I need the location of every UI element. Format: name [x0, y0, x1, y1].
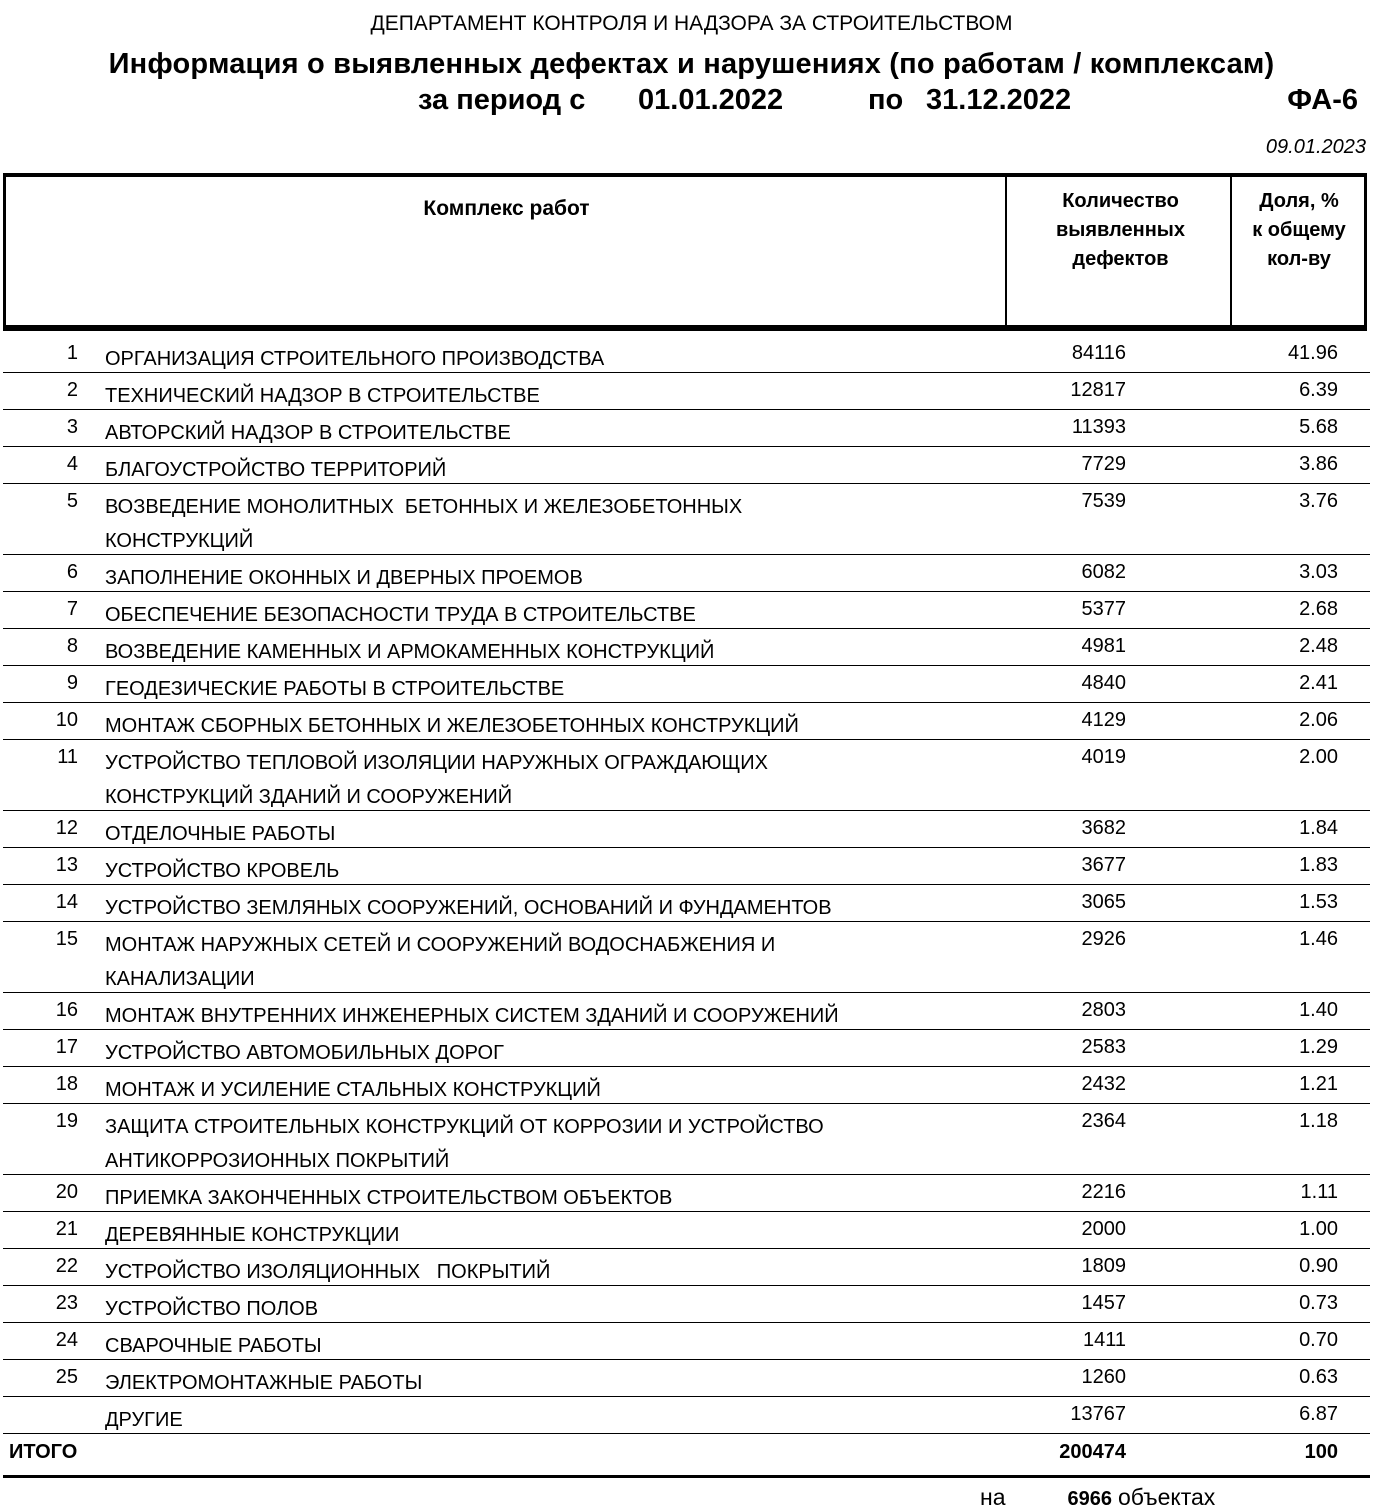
row-share-percent: 3.76: [1299, 490, 1338, 512]
row-number: 19: [55, 1110, 78, 1132]
row-complex-name: [105, 1249, 945, 1289]
total-share: 100: [1304, 1441, 1338, 1463]
row-complex-name-line: КОНСТРУКЦИЙ: [105, 530, 254, 552]
footer-suffix: объектах: [1118, 1484, 1216, 1510]
table-row: [3, 447, 1370, 484]
objects-count: 6966: [1067, 1488, 1112, 1510]
table-row: [3, 1286, 1370, 1323]
row-complex-name: [105, 848, 945, 888]
table-row: [3, 1360, 1370, 1397]
row-share-percent: 1.29: [1299, 1036, 1338, 1058]
row-complex-name-line: МОНТАЖ ВНУТРЕННИХ ИНЖЕНЕРНЫХ СИСТЕМ ЗДАНИЙ И СООРУЖЕНИЙ: [105, 1005, 839, 1027]
row-complex-name: [105, 885, 945, 925]
table-row: [3, 1323, 1370, 1360]
row-share-percent: 0.70: [1299, 1329, 1338, 1351]
row-complex-name-line: ТЕХНИЧЕСКИЙ НАДЗОР В СТРОИТЕЛЬСТВЕ: [105, 385, 540, 407]
row-complex-name: [105, 1175, 945, 1215]
row-defect-count: 1260: [1081, 1366, 1126, 1388]
row-defect-count: 2803: [1081, 999, 1126, 1021]
row-share-percent: 0.63: [1299, 1366, 1338, 1388]
row-number: 13: [55, 854, 78, 876]
row-defect-count: 3682: [1081, 817, 1126, 839]
row-share-percent: 1.18: [1299, 1110, 1338, 1132]
row-complex-name: [105, 592, 945, 632]
total-row: [3, 1434, 1370, 1478]
row-share-percent: 3.86: [1299, 453, 1338, 475]
column-header-count-line: Количество: [1062, 190, 1179, 212]
row-number: 14: [55, 891, 78, 913]
table-row: [3, 666, 1370, 703]
row-share-percent: 3.03: [1299, 561, 1338, 583]
row-share-percent: 2.00: [1299, 746, 1338, 768]
column-header-share-line: к общему: [1252, 219, 1346, 241]
row-complex-name-line: ЭЛЕКТРОМОНТАЖНЫЕ РАБОТЫ: [105, 1372, 423, 1394]
row-number: 15: [55, 928, 78, 950]
row-complex-name: [105, 993, 945, 1033]
row-share-percent: 1.40: [1299, 999, 1338, 1021]
total-label: ИТОГО: [9, 1441, 78, 1463]
table-body: [3, 336, 1370, 1478]
row-defect-count: 6082: [1081, 561, 1126, 583]
row-share-percent: 0.90: [1299, 1255, 1338, 1277]
table-row: [3, 848, 1370, 885]
row-complex-name-line: ОРГАНИЗАЦИЯ СТРОИТЕЛЬНОГО ПРОИЗВОДСТВА: [105, 348, 605, 370]
row-share-percent: 1.83: [1299, 854, 1338, 876]
report-period: [418, 84, 1071, 117]
column-header-count-line: выявленных: [1055, 219, 1185, 241]
row-share-percent: 1.11: [1300, 1181, 1338, 1203]
row-share-percent: 1.00: [1299, 1218, 1338, 1240]
row-number: 7: [66, 598, 78, 620]
row-defect-count: 7539: [1081, 490, 1126, 512]
row-defect-count: 2583: [1081, 1036, 1126, 1058]
row-complex-name: [105, 666, 945, 706]
row-complex-name: [105, 811, 945, 851]
table-row: [3, 1030, 1370, 1067]
row-share-percent: 0.73: [1299, 1292, 1338, 1314]
row-defect-count: 1809: [1081, 1255, 1126, 1277]
row-complex-name-line: ВОЗВЕДЕНИЕ МОНОЛИТНЫХ БЕТОННЫХ И ЖЕЛЕЗОБЕТОННЫХ: [105, 496, 743, 518]
row-defect-count: 4840: [1081, 672, 1126, 694]
row-defect-count: 2432: [1081, 1073, 1126, 1095]
row-complex-name-line: МОНТАЖ СБОРНЫХ БЕТОННЫХ И ЖЕЛЕЗОБЕТОННЫХ КОНСТРУКЦИЙ: [105, 715, 799, 737]
row-complex-name: [105, 1360, 945, 1400]
column-header-count: [1009, 187, 1232, 274]
row-share-percent: 1.53: [1299, 891, 1338, 913]
row-complex-name: [105, 1104, 945, 1178]
row-share-percent: 2.48: [1299, 635, 1338, 657]
row-complex-name: [105, 740, 945, 814]
form-code: ФА-6: [1287, 84, 1358, 116]
report-title: Информация о выявленных дефектах и нарушениях (по работам / комплексам): [108, 48, 1275, 80]
row-number: 4: [66, 453, 78, 475]
row-complex-name: [105, 484, 945, 558]
row-number: 22: [55, 1255, 78, 1277]
table-row: [3, 1067, 1370, 1104]
row-complex-name: [105, 1030, 945, 1070]
row-share-percent: 6.87: [1299, 1403, 1338, 1425]
row-defect-count: 3677: [1081, 854, 1126, 876]
column-header-share-line: Доля, %: [1259, 190, 1339, 212]
row-share-percent: 1.21: [1299, 1073, 1338, 1095]
row-number: 23: [55, 1292, 78, 1314]
table-row: [3, 922, 1370, 993]
row-defect-count: 4019: [1081, 746, 1126, 768]
row-number: 25: [55, 1366, 78, 1388]
row-number: [3, 1397, 78, 1403]
footer-prefix: на: [980, 1484, 1006, 1510]
row-complex-name: [105, 922, 945, 996]
row-complex-name-line: УСТРОЙСТВО КРОВЕЛЬ: [105, 860, 340, 882]
row-defect-count: 2926: [1081, 928, 1126, 950]
table-row: [3, 885, 1370, 922]
row-defect-count: 3065: [1081, 891, 1126, 913]
row-complex-name-line: ГЕОДЕЗИЧЕСКИЕ РАБОТЫ В СТРОИТЕЛЬСТВЕ: [105, 678, 565, 700]
table-row: [3, 811, 1370, 848]
row-number: 18: [55, 1073, 78, 1095]
row-number: 11: [57, 746, 78, 768]
row-defect-count: 1457: [1081, 1292, 1126, 1314]
row-share-percent: 6.39: [1299, 379, 1338, 401]
row-complex-name: [105, 373, 945, 413]
row-complex-name-line: АВТОРСКИЙ НАДЗОР В СТРОИТЕЛЬСТВЕ: [105, 422, 511, 444]
table-row: [3, 1104, 1370, 1175]
table-row: [3, 1397, 1370, 1434]
row-defect-count: 84116: [1071, 342, 1126, 364]
row-defect-count: 13767: [1070, 1403, 1126, 1425]
row-complex-name: [105, 1067, 945, 1107]
objects-footer: [980, 1484, 1215, 1511]
row-number: 9: [66, 672, 78, 694]
row-defect-count: 2216: [1081, 1181, 1126, 1203]
row-share-percent: 41.96: [1287, 342, 1338, 364]
table-row: [3, 1249, 1370, 1286]
column-header-share-line: кол-ву: [1267, 248, 1331, 270]
row-complex-name: [105, 1323, 945, 1363]
row-complex-name-line: ВОЗВЕДЕНИЕ КАМЕННЫХ И АРМОКАМЕННЫХ КОНСТРУКЦИЙ: [105, 641, 715, 663]
table-row: [3, 373, 1370, 410]
table-row: [3, 993, 1370, 1030]
table-row: [3, 336, 1370, 373]
table-row: [3, 592, 1370, 629]
row-complex-name: [105, 555, 945, 595]
report-date: 09.01.2023: [1265, 136, 1366, 158]
row-complex-name: [105, 1286, 945, 1326]
row-complex-name-line: КАНАЛИЗАЦИИ: [105, 968, 255, 990]
row-complex-name-line: УСТРОЙСТВО АВТОМОБИЛЬНЫХ ДОРОГ: [105, 1042, 504, 1064]
row-number: 2: [66, 379, 78, 401]
row-complex-name-line: БЛАГОУСТРОЙСТВО ТЕРРИТОРИЙ: [105, 459, 447, 481]
row-share-percent: 5.68: [1299, 416, 1338, 438]
row-complex-name-line: МОНТАЖ НАРУЖНЫХ СЕТЕЙ И СООРУЖЕНИЙ ВОДОСНАБЖЕНИЯ И: [105, 934, 776, 956]
row-complex-name: [105, 629, 945, 669]
row-complex-name-line: КОНСТРУКЦИЙ ЗДАНИЙ И СООРУЖЕНИЙ: [105, 786, 513, 808]
row-complex-name: [105, 1397, 945, 1437]
row-complex-name-line: СВАРОЧНЫЕ РАБОТЫ: [105, 1335, 322, 1357]
row-defect-count: 1411: [1082, 1329, 1126, 1351]
row-defect-count: 11393: [1071, 416, 1126, 438]
row-complex-name: [105, 447, 945, 487]
table-row: [3, 740, 1370, 811]
period-label: за период с: [418, 84, 586, 116]
row-number: 8: [66, 635, 78, 657]
table-row: [3, 555, 1370, 592]
row-number: 6: [66, 561, 78, 583]
department-heading: ДЕПАРТАМЕНТ КОНТРОЛЯ И НАДЗОРА ЗА СТРОИТЕЛЬСТВОМ: [370, 12, 1013, 35]
row-number: 3: [66, 416, 78, 438]
row-number: 12: [55, 817, 78, 839]
row-complex-name-line: ОТДЕЛОЧНЫЕ РАБОТЫ: [105, 823, 336, 845]
table-row: [3, 1175, 1370, 1212]
column-header-count-line: дефектов: [1072, 248, 1169, 270]
row-number: 10: [55, 709, 78, 731]
row-share-percent: 2.06: [1299, 709, 1338, 731]
row-number: 5: [66, 490, 78, 512]
period-from: 01.01.2022: [638, 84, 784, 116]
row-complex-name-line: ДРУГИЕ: [105, 1409, 183, 1431]
row-number: 24: [55, 1329, 78, 1351]
table-row: [3, 484, 1370, 555]
row-complex-name: [105, 410, 945, 450]
row-share-percent: 2.68: [1299, 598, 1338, 620]
row-complex-name-line: ДЕРЕВЯННЫЕ КОНСТРУКЦИИ: [105, 1224, 400, 1246]
row-defect-count: 7729: [1081, 453, 1126, 475]
table-header: [3, 173, 1367, 331]
row-share-percent: 1.84: [1299, 817, 1338, 839]
period-to-label: по: [868, 84, 904, 116]
row-defect-count: 4981: [1081, 635, 1126, 657]
period-to: 31.12.2022: [926, 84, 1072, 116]
row-complex-name-line: ПРИЕМКА ЗАКОНЧЕННЫХ СТРОИТЕЛЬСТВОМ ОБЪЕКТОВ: [105, 1187, 673, 1209]
row-number: 1: [66, 342, 78, 364]
row-complex-name-line: ЗАЩИТА СТРОИТЕЛЬНЫХ КОНСТРУКЦИЙ ОТ КОРРОЗИИ И УСТРОЙСТВО: [105, 1116, 824, 1138]
row-defect-count: 4129: [1081, 709, 1126, 731]
table-row: [3, 1212, 1370, 1249]
row-defect-count: 2000: [1081, 1218, 1126, 1240]
row-complex-name-line: УСТРОЙСТВО ПОЛОВ: [105, 1298, 319, 1320]
total-count: 200474: [1059, 1441, 1126, 1463]
row-complex-name-line: УСТРОЙСТВО ТЕПЛОВОЙ ИЗОЛЯЦИИ НАРУЖНЫХ ОГРАЖДАЮЩИХ: [105, 752, 768, 774]
table-row: [3, 629, 1370, 666]
row-complex-name-line: ЗАПОЛНЕНИЕ ОКОННЫХ И ДВЕРНЫХ ПРОЕМОВ: [105, 567, 583, 589]
row-defect-count: 12817: [1070, 379, 1126, 401]
row-complex-name: [105, 1212, 945, 1252]
row-share-percent: 2.41: [1299, 672, 1338, 694]
table-row: [3, 703, 1370, 740]
row-defect-count: 5377: [1081, 598, 1126, 620]
row-complex-name-line: ОБЕСПЕЧЕНИЕ БЕЗОПАСНОСТИ ТРУДА В СТРОИТЕЛЬСТВЕ: [105, 604, 696, 626]
row-share-percent: 1.46: [1299, 928, 1338, 950]
row-complex-name-line: УСТРОЙСТВО ИЗОЛЯЦИОННЫХ ПОКРЫТИЙ: [105, 1261, 551, 1283]
row-complex-name: [105, 703, 945, 743]
row-number: 20: [55, 1181, 78, 1203]
table-row: [3, 410, 1370, 447]
row-complex-name-line: МОНТАЖ И УСИЛЕНИЕ СТАЛЬНЫХ КОНСТРУКЦИЙ: [105, 1079, 601, 1101]
row-complex-name-line: УСТРОЙСТВО ЗЕМЛЯНЫХ СООРУЖЕНИЙ, ОСНОВАНИЙ И ФУНДАМЕНТОВ: [105, 897, 832, 919]
row-number: 17: [55, 1036, 78, 1058]
row-complex-name: [105, 336, 945, 376]
row-number: 16: [55, 999, 78, 1021]
row-number: 21: [55, 1218, 78, 1240]
column-header-share: [1234, 187, 1364, 274]
row-complex-name-line: АНТИКОРРОЗИОННЫХ ПОКРЫТИЙ: [105, 1150, 450, 1172]
row-defect-count: 2364: [1081, 1110, 1126, 1132]
column-header-complex: Комплекс работ: [423, 197, 590, 220]
